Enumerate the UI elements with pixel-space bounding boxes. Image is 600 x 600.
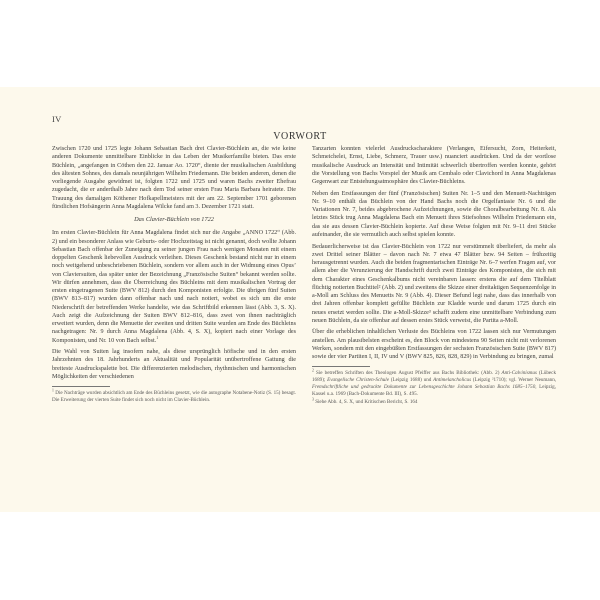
footnote-divider — [52, 386, 110, 387]
footnote-marker: 1 — [52, 388, 54, 393]
body-paragraph: Neben den Erstfassungen der fünf (Französischen) Suiten Nr. 1–5 und den Menuett-Nachträgen Nr. 9–10 enthält das Büchlein von der Hand Bachs noch die Orgelfantasie Nr. 6 und die Variationen Nr. 7, beides abgebrochene Aufzeichnungen, sowie die Choralbearbeitung Nr. 8. Als letztes Stück trug Anna Magdalena Bach ein Menuett ihres Stiefsohnes Wilhelm Friedemann ein, das sie aus dessen Clavier-Büchlein kopierte. Auf diese Weise folgten mit Nr. 9–11 drei Stücke aufeinander, die sie vermutlich auch selbst spielen konnte. — [312, 190, 556, 238]
footnote — [52, 390, 296, 403]
footnote-text: Siehe Abb. 4, S. X, und Kritischen Bericht, S. 164 — [315, 399, 418, 406]
page-number: IV — [52, 114, 62, 124]
footnote-title: Fremdschriftliche und gedruckte Dokumente zur Lebensgeschichte Johann Sebastian Bachs 1685–1750 — [312, 383, 536, 390]
footnote-marker: 3 — [312, 397, 314, 402]
footnote-text: , Leipzig, Kassel u.a. 1969 (Bach-Dokumente Bd. III), S. 495. — [312, 383, 556, 397]
body-paragraph — [52, 229, 296, 345]
body-paragraph-text: Im ersten Clavier-Büchlein für Anna Magdalena findet sich nur die Angabe „ANNO 1722“ (Abb. 2) und ein besonderer Anlass wie Geburts- oder Hochzeitstag ist nicht genannt, doch wollte Johann Sebastian Bach offenbar der Zuneigung zu seiner jungen Frau nach wenigen Monaten mit einem doppelten Geschenk liebevollen Ausdruck verleihen. Dieses Geschenk bestand nicht nur in einem noch weitgehend unbeschriebenen Büchlein, sondern vor allem auch in der Widmung eines Opus’ von Claviersuiten, das später unter der Bezeichnung „Französische Suiten“ bekannt werden sollte. Wir dürfen annehmen, dass die Überreichung des Büchleins mit dem musikalischen Vortrag der ersten eingetragenen Suite (BWV 812) durch den Komponisten erfolgte. Die übrigen fünf Suiten (BWV 813–817) wurden dann offenbar nach und nach notiert, wobei es sich um die erste Niederschrift der betreffenden Werke handelte, wie das Schriftbild erkennen lässt (Abb. 3, S. X). Auch zeigt die Aufzeichnung der Suiten BWV 812–816, dass zwei von ihnen nachträglich erweitert wurden, denn die Menuette der zweiten und dritten Suite wurden am Ende des Büchleins nachgetragen: Nr. 9 durch Anna Magdalena (Abb. 4, S. X), kopiert nach einer Vorlage des Komponisten, und Nr. 10 von Bach selbst. — [52, 230, 296, 344]
footnote — [312, 399, 556, 406]
footnote-text: Sie betreffen Schriften des Theologen August Pfeiffer aus Bachs Bibliothek: (Abb. 2) — [316, 370, 502, 377]
footnote-marker: 2 — [312, 368, 314, 373]
left-column — [52, 145, 296, 406]
intro-paragraph: Zwischen 1720 und 1725 legte Johann Sebastian Bach drei Clavier-Büchlein an, die wie keine anderen Dokumente unmittelbare Einblicke in das Leben der Musikerfamilie bieten. Das erste Büchlein, „angefangen in Cöthen den 22. Januar Ao. 1720“, diente der musikalischen Ausbildung des ältesten Sohnes, des damals neunjährigen Wilhelm Friedemann. Die beiden anderen, denen die vorliegende Ausgabe gewidmet ist, folgten 1722 und 1725 und waren Bachs zweiter Ehefrau zugedacht, die er anderthalb Jahre nach dem Tod seiner ersten Frau Maria Barbara heiratete. Die Trauung des damaligen Köthener Hofkapellmeisters mit der am 22. September 1701 geborenen fürstlichen Hofsängerin Anna Magdalena Wilcke fand am 3. Dezember 1721 statt. — [52, 146, 296, 210]
body-paragraph: Über die erheblichen inhaltlichen Verluste des Büchleins von 1722 lassen sich nur Vermutungen anstellen. Am plausibelsten erscheint es, den Block von mindestens 90 Seiten nicht mit verlorenen Werken, sondern mit den eingebüßten Erstfassungen der sechsten Französischen Suite (BWV 817) sowie der vier Partiten I, II, IV und V (BWV 825, 826, 828, 829) in Verbindung zu bringen, zumal — [312, 329, 556, 361]
footnote-title: Evangelische Christen-Schule — [327, 377, 389, 384]
right-column — [312, 145, 556, 408]
footnote-divider — [312, 366, 370, 367]
footnote-title: Anti-Calvinismus — [501, 370, 537, 377]
section-subheading: Das Clavier-Büchlein von 1722 — [134, 216, 214, 223]
footnote-title: Antimelancholicus — [433, 377, 472, 384]
document-page — [0, 87, 600, 512]
footnote-ref: 1 — [156, 335, 159, 340]
body-paragraph: Die Wahl von Suiten lag insofern nahe, als diese ursprünglich höfische und in den ersten Jahrzehnten des 18. Jahrhunderts an Aktualität und Popularität unübertroffene Gattung die breiteste Ausdruckspalette bot. Die differenzierten melodischen, rhythmischen und harmonischen Möglichkeiten der verschiedenen — [52, 349, 296, 380]
footnote-text: (Leipzig ²1710); vgl. Werner Neumann, — [471, 377, 557, 384]
footnote — [312, 370, 556, 397]
page-title: VORWORT — [273, 131, 327, 142]
body-paragraph: Bedauerlicherweise ist das Clavier-Büchlein von 1722 nur verstümmelt überliefert, da mehr als zwei Drittel seiner Blätter – davon nach Nr. 7 etwa 47 Blätter bzw. 94 Seiten – frühzeitig herausgetrennt wurden. Auch die beiden fragmentarischen Einträge Nr. 6–7 werfen Fragen auf, vor allem aber die Verunzierung der Handschrift durch zwei Einträge des Komponisten, die sich mit dem Charakter eines Geschenkalbums nicht vereinbaren lassen: erstens die auf dem Titelblatt flüchtig notierten Buchtitel² (Abb. 2) und zweitens die Skizze einer dreitaktigen Sequenzenfolge in a-Moll am Schluss des Menuetts Nr. 9 (Abb. 4). Dieser Befund legt nahe, dass das innerhalb von drei Jahren offenbar komplett gefüllte Büchlein zur Kladde wurde und darum 1725 durch ein neues ersetzt werden sollte. Die a-Moll-Skizze³ schafft zudem eine unmittelbare Verbindung zum neuen Büchlein, da sie offenbar auf dessen erstes Stück verweist, die Partita a-Moll. — [312, 243, 556, 324]
body-paragraph: Tanzarten konnten vielerlei Ausdruckscharaktere (Verlangen, Eifersucht, Zorn, Heiterkeit, Schmeichelei, Ernst, Liebe, Schmerz, Trauer usw.) nuanciert ausdrücken. Und da der wortlose musikalische Ausdruck an Intensität und Intimität schwerlich übertroffen werden konnte, gehört die Vorstellung von Bachs Vorspiel der Musik am Cembalo oder Clavichord in Anna Magdalenas Gegenwart zur Entstehungsatmosphäre des Clavier-Büchleins. — [312, 146, 556, 185]
footnote-text: (Lübeck 1689); — [312, 370, 556, 384]
footnote-text: (Leipzig 1688) und — [388, 377, 434, 384]
footnote-text: Die Nachträge wurden absichtlich am Ende des Büchleins gesetzt, wie die autographe Notabene-Notiz (S. 15) besagt. Die Erweiterung der vierten Suite findet sich noch nicht im Clavier-Büchlein. — [52, 390, 297, 403]
